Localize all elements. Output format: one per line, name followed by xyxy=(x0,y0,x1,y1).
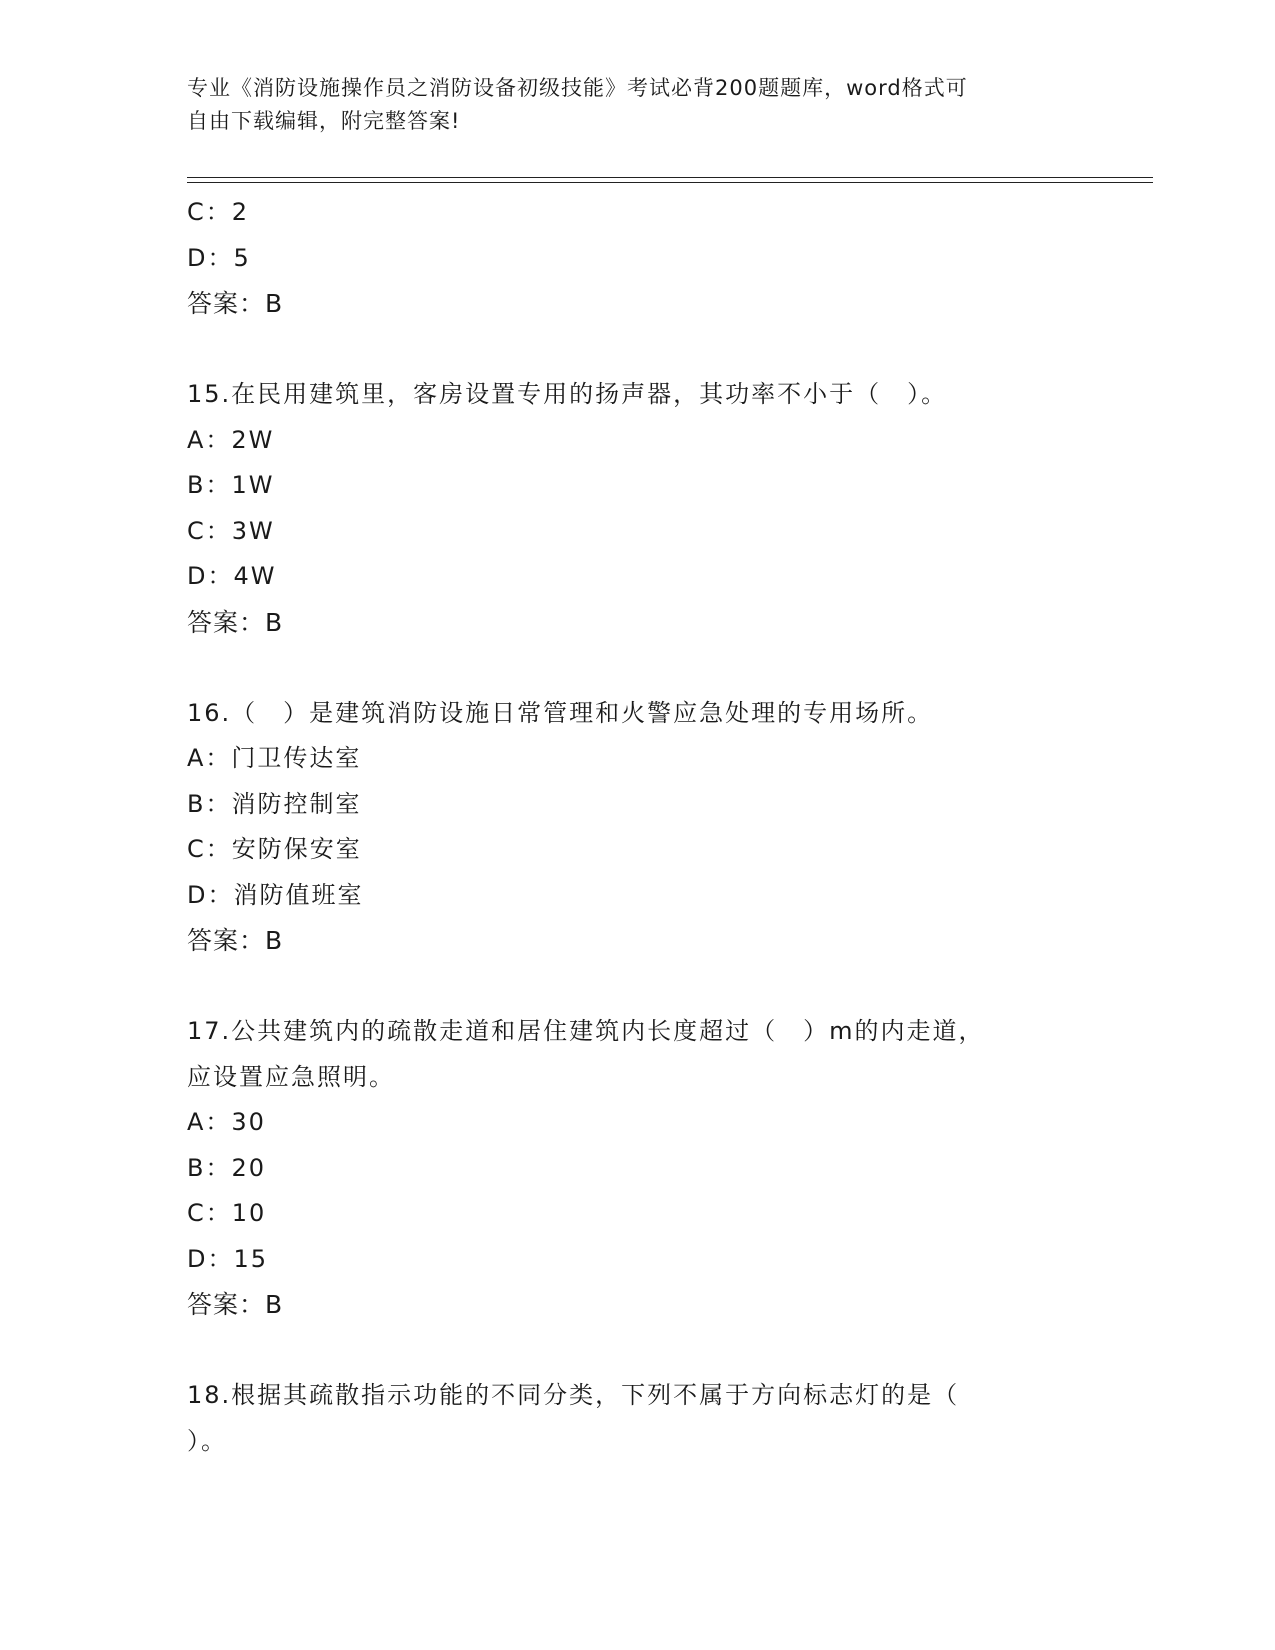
question-15 xyxy=(187,372,1087,645)
spacer xyxy=(187,327,1087,373)
question-stem-line-1: 17.公共建筑内的疏散走道和居住建筑内长度超过（ ）m的内走道， xyxy=(187,1017,985,1045)
answer: 答案：B xyxy=(187,1290,284,1319)
question-18 xyxy=(187,1373,1087,1464)
question-16 xyxy=(187,691,1087,964)
option-a: A：门卫传达室 xyxy=(187,744,362,772)
option-a: A：2W xyxy=(187,425,275,454)
document-header xyxy=(187,72,1067,138)
spacer xyxy=(187,1328,1087,1374)
question-list xyxy=(187,190,1087,1464)
option-d: D：消防值班室 xyxy=(187,880,364,909)
option-c: C：2 xyxy=(187,198,250,226)
option-b: B：1W xyxy=(187,471,275,499)
question-stem-line-2: ）。 xyxy=(187,1426,227,1455)
question-stem-line-1: 18.根据其疏散指示功能的不同分类，下列不属于方向标志灯的是（ xyxy=(187,1381,960,1409)
answer: 答案：B xyxy=(187,607,284,637)
question-stem-line-2: 应设置应急照明。 xyxy=(187,1062,395,1091)
question-17 xyxy=(187,1009,1087,1328)
question-stem: 16.（ ）是建筑消防设施日常管理和火警应急处理的专用场所。 xyxy=(187,698,934,727)
spacer xyxy=(187,645,1087,691)
question-14-continued xyxy=(187,190,1087,327)
option-c: C：安防保安室 xyxy=(187,835,362,863)
option-c: C：3W xyxy=(187,516,275,545)
question-stem: 15.在民用建筑里，客房设置专用的扬声器，其功率不小于（ ）。 xyxy=(187,380,948,408)
option-d: D：15 xyxy=(187,1244,269,1273)
header-divider-top xyxy=(187,177,1153,178)
header-divider-bottom xyxy=(187,182,1153,183)
option-b: B：消防控制室 xyxy=(187,789,362,818)
header-line-1: 专业《消防设施操作员之消防设备初级技能》考试必背200题题库，word格式可 xyxy=(187,76,968,100)
option-d: D：4W xyxy=(187,562,277,590)
option-d: D：5 xyxy=(187,243,251,272)
header-line-2: 自由下载编辑，附完整答案! xyxy=(187,109,461,133)
option-a: A：30 xyxy=(187,1108,266,1136)
spacer xyxy=(187,964,1087,1010)
option-c: C：10 xyxy=(187,1199,267,1227)
option-b: B：20 xyxy=(187,1153,267,1182)
answer: 答案：B xyxy=(187,926,284,955)
answer: 答案：B xyxy=(187,289,284,318)
